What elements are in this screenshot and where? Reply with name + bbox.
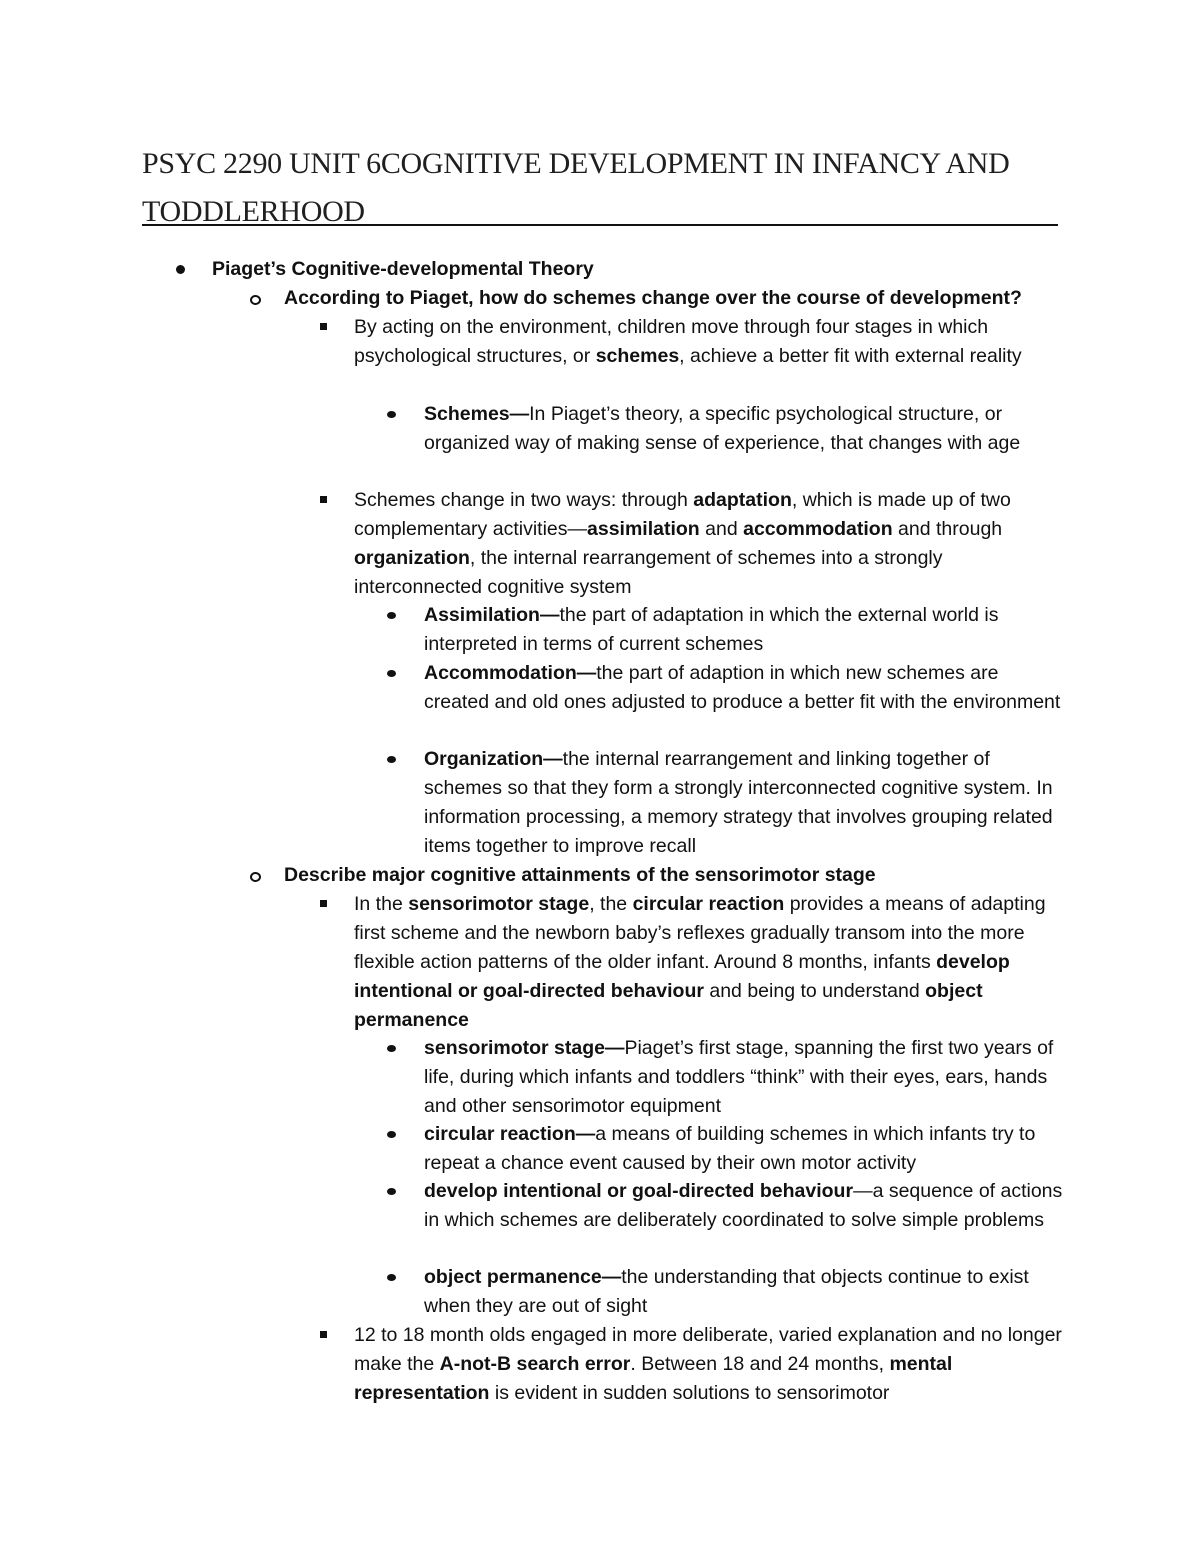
definition-term: circular reaction— <box>424 1123 596 1145</box>
document-title: PSYC 2290 UNIT 6COGNITIVE DEVELOPMENT IN INFANCY AND TODDLERHOOD <box>142 147 1010 228</box>
filled-bullet-icon <box>387 411 396 418</box>
square-bullet-icon <box>320 1331 327 1338</box>
point-text: Schemes change in two ways: through <box>354 489 694 511</box>
filled-bullet-icon <box>387 612 396 619</box>
outline-point-acting-on-environment <box>354 313 1074 371</box>
definition-term: sensorimotor stage— <box>424 1037 625 1059</box>
outline-question-sensorimotor <box>284 861 1084 890</box>
key-term: assimilation <box>587 518 700 540</box>
square-bullet-icon <box>320 900 327 907</box>
outline-item-piaget-theory <box>212 255 1092 284</box>
section-heading: Piaget’s Cognitive-developmental Theory <box>212 258 594 280</box>
definition-text: —a sequence of actions in which schemes are deliberately coordinated to solve simple problems <box>424 1180 1063 1231</box>
question-text: Describe major cognitive attainments of the sensorimotor stage <box>284 864 876 886</box>
filled-bullet-icon <box>176 265 185 274</box>
key-term: accommodation <box>743 518 893 540</box>
filled-bullet-icon <box>387 670 396 677</box>
filled-bullet-icon <box>387 1188 396 1195</box>
point-text: and being to understand <box>703 980 926 1002</box>
definition-text: the understanding that objects continue to exist when they are out of sight <box>424 1266 1029 1317</box>
hollow-circle-bullet-icon <box>250 872 261 882</box>
key-term: adaptation <box>693 489 792 511</box>
definition-accommodation <box>424 659 1064 717</box>
point-text: , the internal rearrangement of schemes into a strongly interconnected cognitive system <box>354 547 943 598</box>
definition-organization <box>424 745 1064 861</box>
outline-point-two-ways <box>354 486 1074 602</box>
outline-point-sensorimotor-stage <box>354 890 1074 1035</box>
point-text: and <box>699 518 744 540</box>
definition-term: Accommodation— <box>424 662 597 684</box>
point-text: , achieve a better fit with external reality <box>679 345 1022 367</box>
outline-point-12-to-18-months <box>354 1321 1074 1408</box>
definition-text: a means of building schemes in which infants try to repeat a chance event caused by their own motor activity <box>424 1123 1036 1174</box>
square-bullet-icon <box>320 496 327 503</box>
definition-object-permanence <box>424 1263 1064 1321</box>
point-text: . Between 18 and 24 months, <box>630 1353 890 1375</box>
key-term: organization <box>354 547 470 569</box>
key-term: schemes <box>595 345 680 367</box>
point-text: 12 to 18 month olds engaged in more deliberate, varied explanation and no longer make the <box>354 1324 1062 1375</box>
point-text: provides a means of adapting first scheme and the newborn baby’s reflexes gradually transom into the more flexible action patterns of the older infant. Around 8 months, infants <box>354 893 1046 973</box>
question-text: According to Piaget, how do schemes change over the course of development? <box>284 287 1022 309</box>
definition-text: the part of adaptation in which the external world is interpreted in terms of current schemes <box>424 604 999 655</box>
definition-intentional-behaviour <box>424 1177 1064 1235</box>
key-term: develop intentional or goal-directed behaviour <box>354 951 1010 1002</box>
definition-term: Schemes— <box>424 403 530 425</box>
outline-question-schemes <box>284 284 1084 313</box>
definition-circular-reaction <box>424 1120 1064 1178</box>
definition-term: Organization— <box>424 748 563 770</box>
point-text: By acting on the environment, children move through four stages in which psychological structures, or <box>354 316 989 367</box>
definition-term: develop intentional or goal-directed behaviour <box>424 1180 854 1202</box>
point-text: and through <box>892 518 1003 540</box>
filled-bullet-icon <box>387 756 396 763</box>
definition-text: the part of adaption in which new schemes are created and old ones adjusted to produce a better fit with the environment <box>424 662 1061 713</box>
point-text: is evident in sudden solutions to sensorimotor <box>489 1382 890 1404</box>
definition-sensorimotor-stage <box>424 1034 1064 1121</box>
title-underline <box>142 224 1058 226</box>
point-text: In the <box>354 893 409 915</box>
definition-term: object permanence— <box>424 1266 622 1288</box>
point-text: , the <box>589 893 633 915</box>
definition-term: Assimilation— <box>424 604 560 626</box>
definition-text: Piaget’s first stage, spanning the first two years of life, during which infants and toddlers “think” with their eyes, ears, hands and other sensorimotor equipment <box>424 1037 1054 1117</box>
key-term: sensorimotor stage <box>408 893 590 915</box>
key-term: object permanence <box>354 980 983 1031</box>
point-text: , which is made up of two complementary activities— <box>354 489 1011 540</box>
definition-schemes <box>424 400 1064 458</box>
key-term: mental representation <box>354 1353 953 1404</box>
definition-text: In Piaget’s theory, a specific psychological structure, or organized way of making sense of experience, that changes with age <box>424 403 1021 454</box>
filled-bullet-icon <box>387 1274 396 1281</box>
filled-bullet-icon <box>387 1131 396 1138</box>
hollow-circle-bullet-icon <box>250 295 261 305</box>
square-bullet-icon <box>320 323 327 330</box>
definition-text: the internal rearrangement and linking together of schemes so that they form a strongly interconnected cognitive system. In information processing, a memory strategy that involves grouping related items together to improve recall <box>424 748 1053 857</box>
filled-bullet-icon <box>387 1045 396 1052</box>
key-term: circular reaction <box>632 893 785 915</box>
key-term: A-not-B search error <box>439 1353 631 1375</box>
definition-assimilation <box>424 601 1064 659</box>
